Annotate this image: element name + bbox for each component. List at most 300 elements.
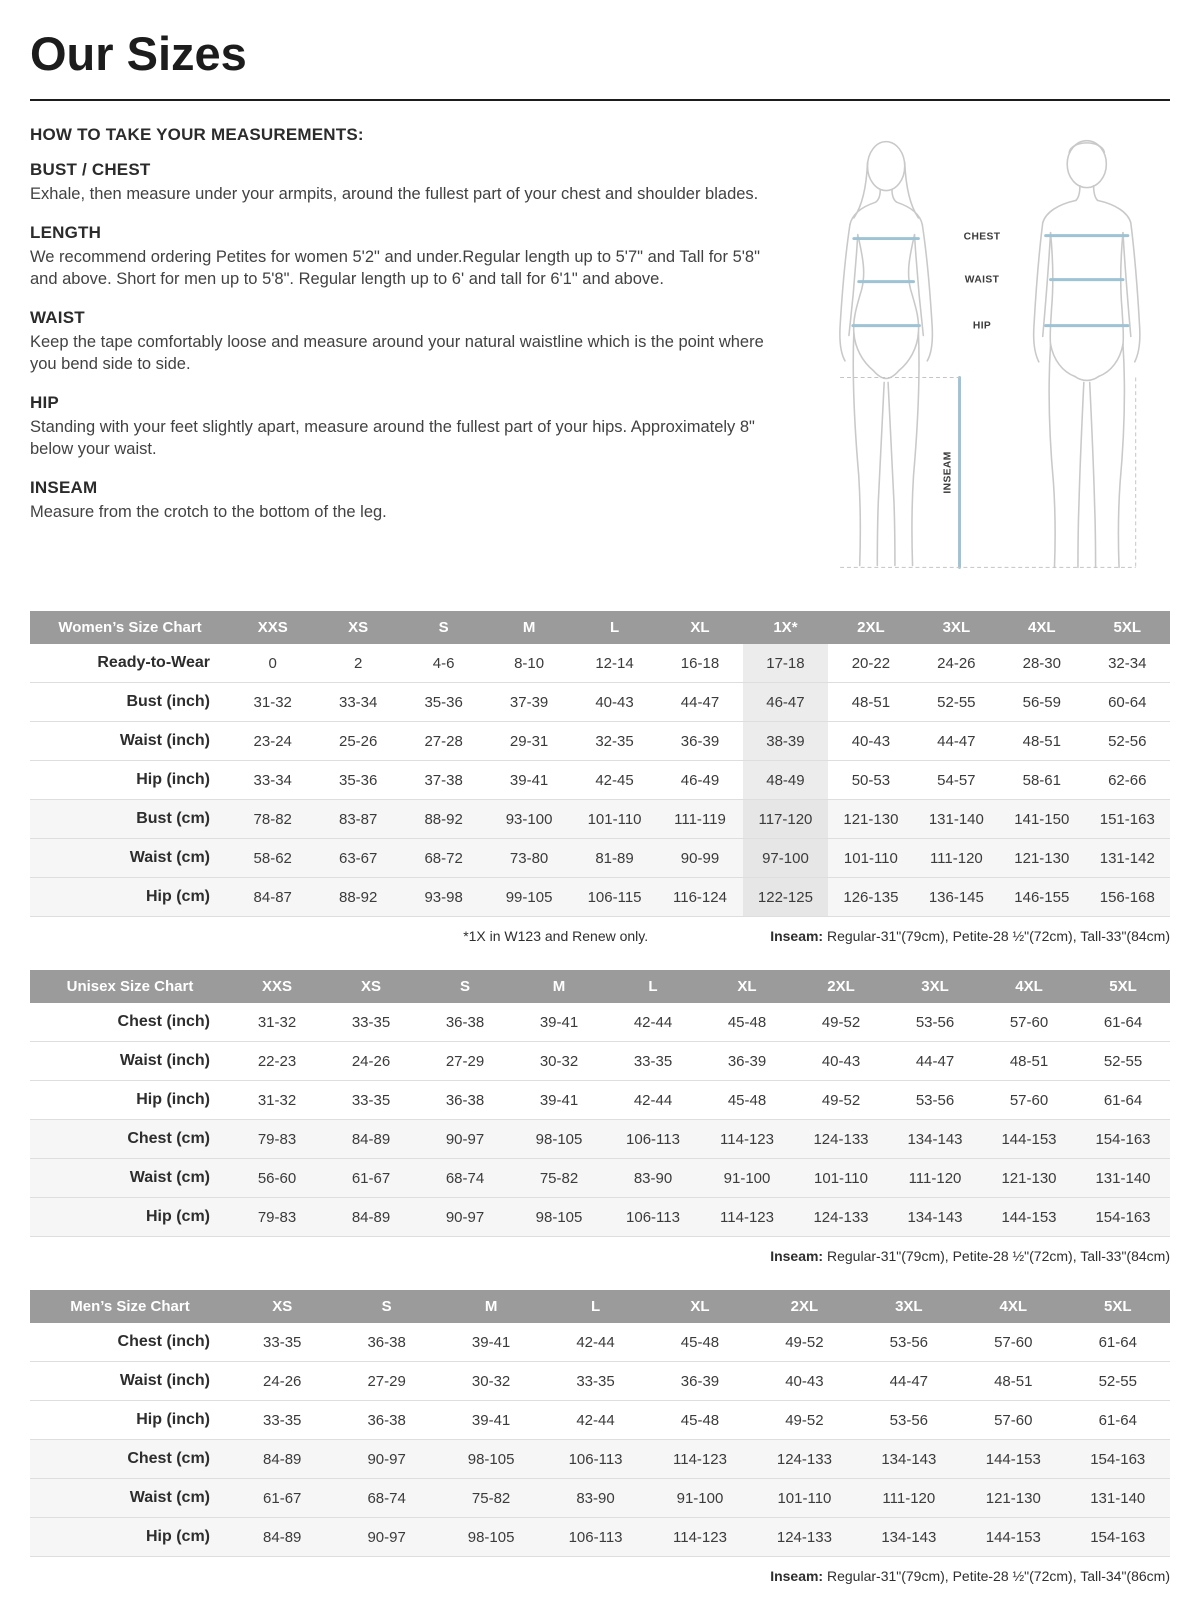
size-cell: 124-133 <box>813 1130 869 1148</box>
inseam-note-label: Inseam: <box>770 1568 824 1584</box>
size-cell: 122-125 <box>743 878 828 917</box>
column-header-3xl: 3XL <box>914 611 999 644</box>
size-cell: 98-105 <box>535 1130 583 1148</box>
size-cell: 117-120 <box>743 800 828 839</box>
size-cell: 39-41 <box>509 771 549 789</box>
size-cell: 79-83 <box>257 1208 297 1226</box>
column-header-s: S <box>401 611 486 644</box>
size-cell: 33-35 <box>351 1013 391 1031</box>
column-header-4xl: 4XL <box>982 970 1076 1003</box>
mens-size-chart-table-container <box>30 1290 1170 1557</box>
size-cell: 27-29 <box>367 1372 406 1390</box>
row-label: Waist (cm) <box>129 1489 210 1506</box>
size-cell: 84-89 <box>263 1528 302 1546</box>
column-header-2xl: 2XL <box>794 970 888 1003</box>
size-cell: 45-48 <box>727 1091 767 1109</box>
size-cell: 68-74 <box>367 1489 406 1507</box>
size-cell: 81-89 <box>595 849 634 867</box>
page-title: Our Sizes <box>30 27 247 80</box>
size-cell: 45-48 <box>680 1411 720 1429</box>
size-cell: 48-49 <box>743 761 828 800</box>
size-cell: 101-110 <box>777 1489 832 1507</box>
size-cell: 131-140 <box>1095 1169 1151 1187</box>
size-cell: 146-155 <box>1014 888 1070 906</box>
size-cell: 33-35 <box>263 1333 302 1351</box>
instruction-body: We recommend ordering Petites for women 5'2" and under.Regular length up to 5'7" and Tall for 5'8" and above. Short for men up to 5'8". Regular length up to 6' and tall for 6'1" and above. <box>30 247 760 288</box>
size-cell: 2 <box>354 654 363 672</box>
size-cell: 33-34 <box>338 693 378 711</box>
size-cell: 57-60 <box>1009 1013 1049 1031</box>
size-cell: 57-60 <box>1009 1091 1049 1109</box>
size-cell: 36-38 <box>445 1013 485 1031</box>
size-cell: 40-43 <box>595 693 634 711</box>
inseam-note <box>770 1248 1170 1264</box>
size-cell: 90-97 <box>445 1208 485 1226</box>
unisex-table-notes <box>30 1248 1170 1264</box>
size-cell: 83-87 <box>338 810 378 828</box>
size-cell: 50-53 <box>851 771 891 789</box>
size-cell: 121-130 <box>1001 1169 1057 1187</box>
womens-table-notes <box>30 928 1170 944</box>
size-cell: 61-64 <box>1098 1411 1137 1429</box>
header-row <box>30 1290 1170 1323</box>
table-row <box>30 878 1170 917</box>
size-cell: 84-87 <box>253 888 292 906</box>
size-cell: 22-23 <box>257 1052 297 1070</box>
size-cell: 36-38 <box>445 1091 485 1109</box>
column-header-4xl: 4XL <box>999 611 1084 644</box>
size-cell: 39-41 <box>471 1411 511 1429</box>
instruction-length <box>30 223 777 291</box>
instruction-hip <box>30 393 777 461</box>
size-cell: 37-38 <box>424 771 463 789</box>
size-cell: 37-39 <box>509 693 549 711</box>
size-cell: 52-55 <box>937 693 976 711</box>
size-cell: 131-142 <box>1099 849 1155 867</box>
row-label: Hip (cm) <box>146 888 210 905</box>
hip-label: HIP <box>972 320 992 332</box>
size-cell: 61-67 <box>351 1169 391 1187</box>
size-cell: 126-135 <box>843 888 899 906</box>
size-cell: 60-64 <box>1108 693 1147 711</box>
size-cell: 68-72 <box>424 849 463 867</box>
table-row <box>30 644 1170 683</box>
instruction-title: HIP <box>30 392 59 412</box>
size-cell: 20-22 <box>851 654 891 672</box>
size-cell: 46-47 <box>743 683 828 722</box>
row-label: Waist (cm) <box>129 1169 210 1186</box>
size-cell: 91-100 <box>676 1489 724 1507</box>
table-title: Men’s Size Chart <box>30 1290 230 1323</box>
size-cell: 39-41 <box>471 1333 511 1351</box>
column-header-xxs: XXS <box>230 970 324 1003</box>
table-row <box>30 1479 1170 1518</box>
size-cell: 93-98 <box>424 888 463 906</box>
row-label: Chest (cm) <box>127 1130 210 1147</box>
size-cell: 53-56 <box>915 1013 955 1031</box>
column-header-xl: XL <box>657 611 742 644</box>
table-row <box>30 1401 1170 1440</box>
size-cell: 106-113 <box>568 1450 623 1468</box>
table-row <box>30 1120 1170 1159</box>
instructions-column <box>30 125 785 541</box>
size-cell: 38-39 <box>743 722 828 761</box>
size-cell: 31-32 <box>253 693 292 711</box>
table-row <box>30 1198 1170 1237</box>
size-cell: 121-130 <box>985 1489 1041 1507</box>
size-cell: 84-89 <box>263 1450 302 1468</box>
instruction-body: Measure from the crotch to the bottom of the leg. <box>30 502 387 521</box>
unisex-size-chart-table <box>30 970 1170 1237</box>
table-title: Unisex Size Chart <box>30 970 230 1003</box>
size-cell: 56-59 <box>1022 693 1061 711</box>
mens-size-chart-table <box>30 1290 1170 1557</box>
size-cell: 31-32 <box>257 1013 297 1031</box>
table-row <box>30 839 1170 878</box>
size-cell: 36-38 <box>367 1333 406 1351</box>
size-cell: 49-52 <box>821 1013 861 1031</box>
table-row <box>30 683 1170 722</box>
size-cell: 154-163 <box>1095 1208 1151 1226</box>
size-cell: 144-153 <box>1001 1208 1057 1226</box>
size-cell: 62-66 <box>1108 771 1147 789</box>
size-cell: 44-47 <box>680 693 720 711</box>
mens-size-chart-block <box>30 1290 1170 1584</box>
table-row <box>30 1362 1170 1401</box>
size-cell: 106-113 <box>568 1528 623 1546</box>
table-row <box>30 761 1170 800</box>
size-cell: 78-82 <box>253 810 292 828</box>
size-cell: 33-35 <box>351 1091 391 1109</box>
row-label: Hip (inch) <box>136 771 210 788</box>
size-cell: 42-44 <box>576 1411 615 1429</box>
chest-label: CHEST <box>963 231 1001 243</box>
size-cell: 134-143 <box>907 1208 963 1226</box>
table-row <box>30 800 1170 839</box>
size-cell: 73-80 <box>509 849 549 867</box>
column-header-xxs: XXS <box>230 611 315 644</box>
column-header-xl: XL <box>700 970 794 1003</box>
inseam-note-label: Inseam: <box>770 1248 824 1264</box>
size-cell: 121-130 <box>843 810 899 828</box>
column-header-m: M <box>512 970 606 1003</box>
instruction-body: Keep the tape comfortably loose and measure around your natural waistline which is the point where you bend side to side. <box>30 332 764 373</box>
row-label: Hip (cm) <box>146 1528 210 1545</box>
measurement-figure-wrap <box>785 125 1170 585</box>
size-cell: 27-28 <box>424 732 463 750</box>
size-cell: 48-51 <box>994 1372 1033 1390</box>
size-cell: 57-60 <box>994 1411 1033 1429</box>
instruction-body: Standing with your feet slightly apart, measure around the fullest part of your hips. Approximately 8" below your waist. <box>30 417 755 458</box>
size-cell: 49-52 <box>821 1091 861 1109</box>
size-cell: 23-24 <box>253 732 292 750</box>
instructions-heading: HOW TO TAKE YOUR MEASUREMENTS: <box>30 125 364 144</box>
measurement-instructions-section <box>30 125 1170 585</box>
size-cell: 154-163 <box>1090 1528 1146 1546</box>
size-cell: 46-49 <box>680 771 720 789</box>
size-cell: 90-97 <box>367 1450 406 1468</box>
size-cell: 83-90 <box>576 1489 615 1507</box>
size-cell: 58-62 <box>253 849 292 867</box>
size-cell: 99-105 <box>505 888 553 906</box>
size-cell: 54-57 <box>937 771 976 789</box>
table-title: Women’s Size Chart <box>30 611 230 644</box>
size-cell: 106-113 <box>626 1130 680 1148</box>
size-cell: 101-110 <box>843 849 898 867</box>
womens-size-chart-table <box>30 611 1170 917</box>
column-header-xs: XS <box>315 611 400 644</box>
size-cell: 33-35 <box>263 1411 302 1429</box>
man-outline <box>1034 141 1140 568</box>
size-cell: 8-10 <box>514 654 545 672</box>
size-cell: 88-92 <box>338 888 378 906</box>
womens-size-chart-block <box>30 611 1170 944</box>
column-header-s: S <box>334 1290 438 1323</box>
row-label: Waist (inch) <box>119 732 210 749</box>
row-label: Chest (inch) <box>117 1333 210 1350</box>
size-cell: 75-82 <box>471 1489 511 1507</box>
size-cell: 35-36 <box>338 771 378 789</box>
size-cell: 61-64 <box>1103 1013 1143 1031</box>
inseam-note <box>770 928 1170 944</box>
size-cell: 33-35 <box>633 1052 673 1070</box>
size-cell: 61-64 <box>1103 1091 1143 1109</box>
column-header-m: M <box>486 611 571 644</box>
size-cell: 114-123 <box>673 1528 727 1546</box>
size-cell: 151-163 <box>1099 810 1155 828</box>
size-cell: 134-143 <box>907 1130 963 1148</box>
size-cell: 48-51 <box>1009 1052 1049 1070</box>
size-cell: 101-110 <box>587 810 642 828</box>
column-header-xs: XS <box>324 970 418 1003</box>
size-cell: 144-153 <box>1001 1130 1057 1148</box>
size-charts-section <box>30 611 1170 1584</box>
unisex-size-chart-table-container <box>30 970 1170 1237</box>
size-cell: 83-90 <box>633 1169 673 1187</box>
size-cell: 42-44 <box>633 1013 673 1031</box>
size-cell: 124-133 <box>776 1450 832 1468</box>
size-cell: 45-48 <box>727 1013 767 1031</box>
size-cell: 116-124 <box>673 888 727 906</box>
size-cell: 88-92 <box>424 810 463 828</box>
onex-footnote: *1X in W123 and Renew only. <box>463 928 649 944</box>
inseam-note-text: Regular-31"(79cm), Petite-28 ½"(72cm), Tall-34"(86cm) <box>823 1568 1170 1584</box>
column-header-5xl: 5XL <box>1085 611 1170 644</box>
size-cell: 156-168 <box>1099 888 1155 906</box>
header-row <box>30 970 1170 1003</box>
instruction-inseam <box>30 478 777 524</box>
size-cell: 24-26 <box>351 1052 391 1070</box>
row-label: Hip (inch) <box>136 1091 210 1108</box>
row-label: Waist (inch) <box>119 1372 210 1389</box>
size-cell: 28-30 <box>1022 654 1061 672</box>
column-header-4xl: 4XL <box>961 1290 1065 1323</box>
table-row <box>30 1159 1170 1198</box>
size-cell: 30-32 <box>539 1052 579 1070</box>
size-cell: 17-18 <box>743 644 828 683</box>
title-divider <box>30 99 1170 101</box>
table-row <box>30 1081 1170 1120</box>
size-cell: 57-60 <box>994 1333 1033 1351</box>
size-cell: 131-140 <box>928 810 984 828</box>
size-cell: 134-143 <box>881 1450 937 1468</box>
size-cell: 98-105 <box>535 1208 583 1226</box>
column-header-3xl: 3XL <box>857 1290 961 1323</box>
inseam-note-text: Regular-31"(79cm), Petite-28 ½"(72cm), Tall-33"(84cm) <box>823 928 1170 944</box>
waist-label: WAIST <box>964 274 1000 286</box>
size-cell: 111-120 <box>929 849 983 867</box>
woman-outline <box>840 142 932 566</box>
size-cell: 32-34 <box>1108 654 1147 672</box>
inseam-label: INSEAM <box>942 451 954 494</box>
mens-table-notes <box>30 1568 1170 1584</box>
instruction-title: INSEAM <box>30 477 98 497</box>
size-cell: 93-100 <box>505 810 553 828</box>
size-cell: 141-150 <box>1014 810 1070 828</box>
size-cell: 16-18 <box>680 654 720 672</box>
size-cell: 44-47 <box>915 1052 955 1070</box>
column-header-1x: 1X* <box>743 611 828 644</box>
size-cell: 12-14 <box>595 654 634 672</box>
size-cell: 124-133 <box>776 1528 832 1546</box>
size-cell: 42-45 <box>595 771 634 789</box>
column-header-l: L <box>606 970 700 1003</box>
size-cell: 49-52 <box>785 1333 824 1351</box>
size-cell: 40-43 <box>851 732 891 750</box>
instruction-title: WAIST <box>30 307 85 327</box>
size-cell: 114-123 <box>673 1450 727 1468</box>
size-cell: 49-52 <box>785 1411 824 1429</box>
size-cell: 114-123 <box>720 1208 774 1226</box>
size-cell: 136-145 <box>928 888 984 906</box>
size-cell: 84-89 <box>351 1130 391 1148</box>
size-cell: 98-105 <box>467 1450 515 1468</box>
figure-labels <box>943 232 1001 494</box>
column-header-2xl: 2XL <box>752 1290 856 1323</box>
instruction-body: Exhale, then measure under your armpits, around the fullest part of your chest and shoulder blades. <box>30 185 759 203</box>
size-cell: 61-64 <box>1098 1333 1137 1351</box>
table-row <box>30 1042 1170 1081</box>
size-cell: 53-56 <box>889 1333 929 1351</box>
size-cell: 44-47 <box>889 1372 929 1390</box>
size-cell: 90-99 <box>680 849 720 867</box>
size-cell: 35-36 <box>424 693 463 711</box>
size-cell: 58-61 <box>1022 771 1061 789</box>
inseam-note-label: Inseam: <box>770 928 824 944</box>
size-cell: 24-26 <box>937 654 976 672</box>
table-row <box>30 1003 1170 1042</box>
size-cell: 42-44 <box>576 1333 615 1351</box>
size-cell: 33-34 <box>253 771 292 789</box>
table-row <box>30 1440 1170 1479</box>
row-label: Waist (cm) <box>129 849 210 866</box>
size-cell: 44-47 <box>937 732 976 750</box>
column-header-xs: XS <box>230 1290 334 1323</box>
column-header-2xl: 2XL <box>828 611 913 644</box>
row-label: Bust (inch) <box>126 693 210 710</box>
size-cell: 154-163 <box>1095 1130 1151 1148</box>
size-cell: 29-31 <box>509 732 549 750</box>
unisex-size-chart-block <box>30 970 1170 1264</box>
size-cell: 39-41 <box>539 1091 579 1109</box>
size-cell: 31-32 <box>257 1091 297 1109</box>
size-cell: 97-100 <box>743 839 828 878</box>
size-cell: 144-153 <box>985 1450 1041 1468</box>
size-cell: 61-67 <box>263 1489 302 1507</box>
column-header-l: L <box>543 1290 647 1323</box>
size-cell: 90-97 <box>445 1130 485 1148</box>
size-cell: 24-26 <box>263 1372 302 1390</box>
size-cell: 42-44 <box>633 1091 673 1109</box>
row-label: Chest (cm) <box>127 1450 210 1467</box>
size-cell: 52-55 <box>1103 1052 1143 1070</box>
column-header-xl: XL <box>648 1290 752 1323</box>
instruction-waist <box>30 308 777 376</box>
header-row <box>30 611 1170 644</box>
instruction-title: LENGTH <box>30 222 102 242</box>
size-cell: 111-120 <box>882 1489 936 1507</box>
size-cell: 30-32 <box>471 1372 511 1390</box>
row-label: Hip (cm) <box>146 1208 210 1225</box>
row-label: Bust (cm) <box>136 810 210 827</box>
size-cell: 84-89 <box>351 1208 391 1226</box>
size-cell: 53-56 <box>915 1091 955 1109</box>
size-cell: 56-60 <box>257 1169 297 1187</box>
table-row <box>30 1323 1170 1362</box>
instruction-title: BUST / CHEST <box>30 160 151 179</box>
column-header-m: M <box>439 1290 543 1323</box>
inseam-note <box>770 1568 1170 1584</box>
size-cell: 32-35 <box>595 732 634 750</box>
size-cell: 124-133 <box>813 1208 869 1226</box>
row-label: Hip (inch) <box>136 1411 210 1428</box>
size-cell: 79-83 <box>257 1130 297 1148</box>
column-header-l: L <box>572 611 657 644</box>
column-header-s: S <box>418 970 512 1003</box>
size-cell: 75-82 <box>539 1169 579 1187</box>
size-cell: 114-123 <box>720 1130 774 1148</box>
size-cell: 91-100 <box>723 1169 771 1187</box>
size-cell: 144-153 <box>985 1528 1041 1546</box>
size-cell: 53-56 <box>889 1411 929 1429</box>
column-header-5xl: 5XL <box>1066 1290 1171 1323</box>
size-cell: 45-48 <box>680 1333 720 1351</box>
size-cell: 68-74 <box>445 1169 485 1187</box>
size-cell: 36-39 <box>680 732 720 750</box>
size-cell: 121-130 <box>1014 849 1070 867</box>
size-cell: 48-51 <box>1022 732 1061 750</box>
size-cell: 131-140 <box>1090 1489 1146 1507</box>
size-cell: 0 <box>268 654 277 672</box>
inseam-note-text: Regular-31"(79cm), Petite-28 ½"(72cm), Tall-33"(84cm) <box>823 1248 1170 1264</box>
instruction-bust-chest <box>30 160 777 206</box>
size-cell: 52-55 <box>1098 1372 1137 1390</box>
size-cell: 63-67 <box>338 849 378 867</box>
size-cell: 111-119 <box>674 810 726 828</box>
size-cell: 154-163 <box>1090 1450 1146 1468</box>
size-cell: 106-113 <box>626 1208 680 1226</box>
size-cell: 25-26 <box>338 732 378 750</box>
table-row <box>30 1518 1170 1557</box>
measurement-figure <box>798 125 1170 585</box>
size-cell: 27-29 <box>445 1052 485 1070</box>
size-cell: 52-56 <box>1108 732 1147 750</box>
row-label: Chest (inch) <box>117 1013 210 1030</box>
womens-size-chart-table-container <box>30 611 1170 917</box>
row-label: Waist (inch) <box>119 1052 210 1069</box>
size-cell: 106-115 <box>587 888 642 906</box>
column-header-3xl: 3XL <box>888 970 982 1003</box>
